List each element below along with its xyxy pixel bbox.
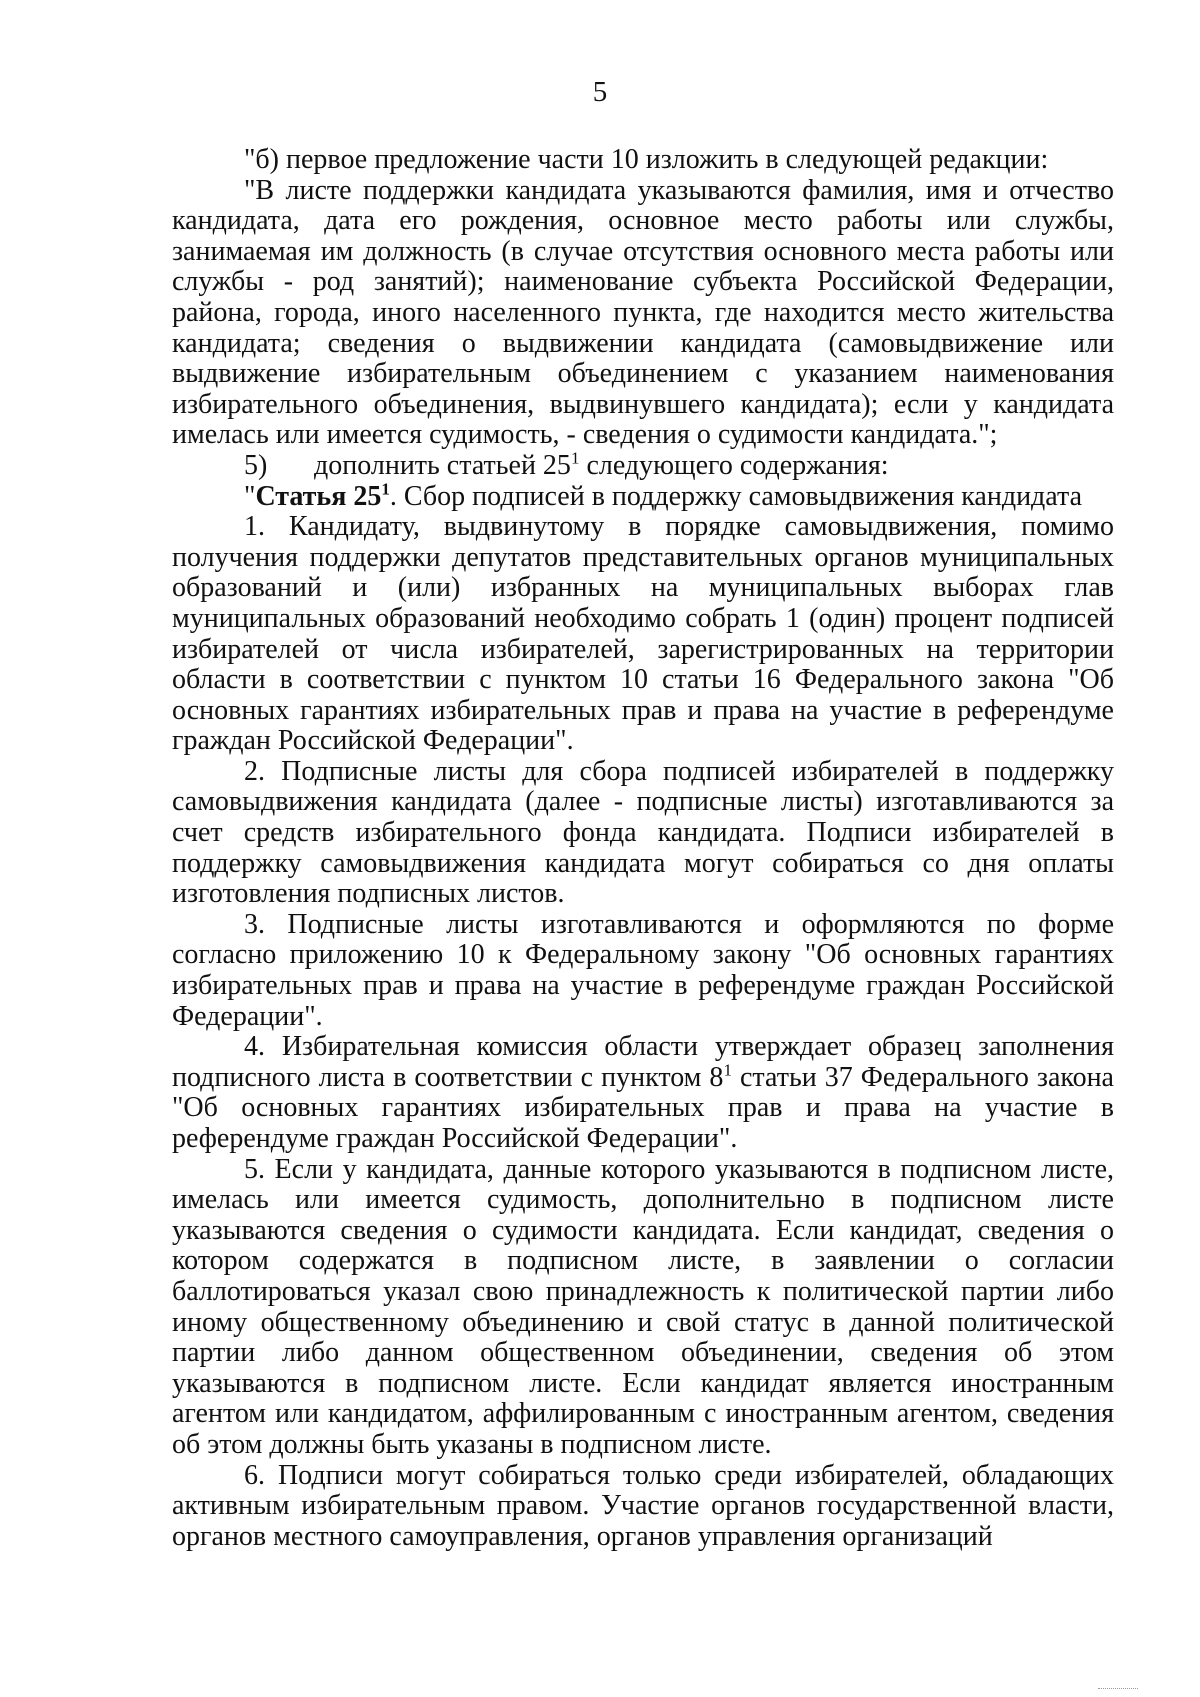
article-heading: [172, 479, 1114, 513]
paragraph-4-text-before: 4. Избирательная комиссия области утверждает образец заполнения подписного листа в соответствии с пунктом 8: [172, 1031, 1114, 1093]
item-5-text: [314, 448, 889, 482]
article-paragraph-6: 6. Подписи могут собираться только среди избирателей, обладающих активным избирательным правом. Участие органов государственной власти, органов местного самоуправления, органов управления организаций: [172, 1459, 1114, 1552]
article-paragraph-2: 2. Подписные листы для сбора подписей избирателей в поддержку самовыдвижения кандидата (далее - подписные листы) изготавливаются за счет средств избирательного фонда кандидата. Подписи избирателей в поддержку самовыдвижения кандидата могут собираться со дня оплаты изготовления подписных листов.: [172, 755, 1114, 910]
item-5-superscript: 1: [570, 448, 580, 468]
amendment-item-b: "б) первое предложение части 10 изложить в следующей редакции:: [244, 144, 1049, 175]
amendment-item-5: [172, 448, 1114, 482]
article-paragraph-5: 5. Если у кандидата, данные которого указываются в подписном листе, имелась или имеется судимость, дополнительно в подписном листе указываются сведения о судимости кандидата. Если кандидат, сведения о котором содержатся в подписном листе, в заявлении о согласии баллотироваться указал свою принадлежность к политической партии либо иному общественному объединению и свой статус в данной политической партии либо данном общественном объединении, сведения об этом указываются в подписном листе. Если кандидат является иностранным агентом или кандидатом, аффилированным с иностранным агентом, сведения об этом должны быть указаны в подписном листе.: [172, 1153, 1114, 1460]
document-body: [172, 145, 1114, 1552]
article-title: [255, 481, 389, 512]
item-5-number: 5): [244, 449, 268, 481]
page-number: 5: [592, 76, 608, 108]
article-title-text: Статья 25: [255, 480, 382, 512]
item-5-text-before: дополнить статьей 25: [314, 449, 571, 481]
amendment-quote-paragraph: "В листе поддержки кандидата указываются фамилия, имя и отчество кандидата, дата его рождения, основное место работы или службы, занимаемая им должность (в случае отсутствия основного места работы или службы - род занятий); наименование субъекта Российской Федерации, района, города, иного населенного пункта, где находится место жительства кандидата; сведения о выдвижении кандидата (самовыдвижение или выдвижение избирательным объединением с указанием наименования избирательного объединения, выдвинувшего кандидата); если у кандидата имелась или имеется судимость, - сведения о судимости кандидата.";: [172, 174, 1114, 451]
article-paragraph-4: [172, 1032, 1114, 1154]
paragraph-4-superscript: 1: [723, 1060, 732, 1080]
article-quote-mark: ": [244, 480, 256, 512]
paragraph-4-text-after: статьи 37 Федерального закона "Об основных гарантиях избирательных прав и права на участие в референдуме граждан Российской Федерации".: [172, 1061, 1114, 1154]
article-paragraph-1: 1. Кандидату, выдвинутому в порядке самовыдвижения, помимо получения поддержки депутатов представительных органов муниципальных образований и (или) избранных на муниципальных выборах глав муниципальных образований необходимо собрать 1 (один) процент подписей избирателей от числа избирателей, зарегистрированных на территории области в соответствии с пунктом 10 статьи 16 Федерального закона "Об основных гарантиях избирательных прав и права на участие в референдуме граждан Российской Федерации".: [172, 511, 1114, 757]
item-5-text-after: следующего содержания:: [579, 449, 889, 481]
article-heading-text: . Сбор подписей в поддержку самовыдвижения кандидата: [389, 480, 1083, 512]
scan-artifact-mark: [1098, 1688, 1138, 1693]
article-title-superscript: 1: [381, 479, 390, 499]
article-paragraph-3: 3. Подписные листы изготавливаются и оформляются по форме согласно приложению 10 к Федеральному закону "Об основных гарантиях избирательных прав и права на участие в референдуме граждан Российской Федерации".: [172, 908, 1114, 1032]
